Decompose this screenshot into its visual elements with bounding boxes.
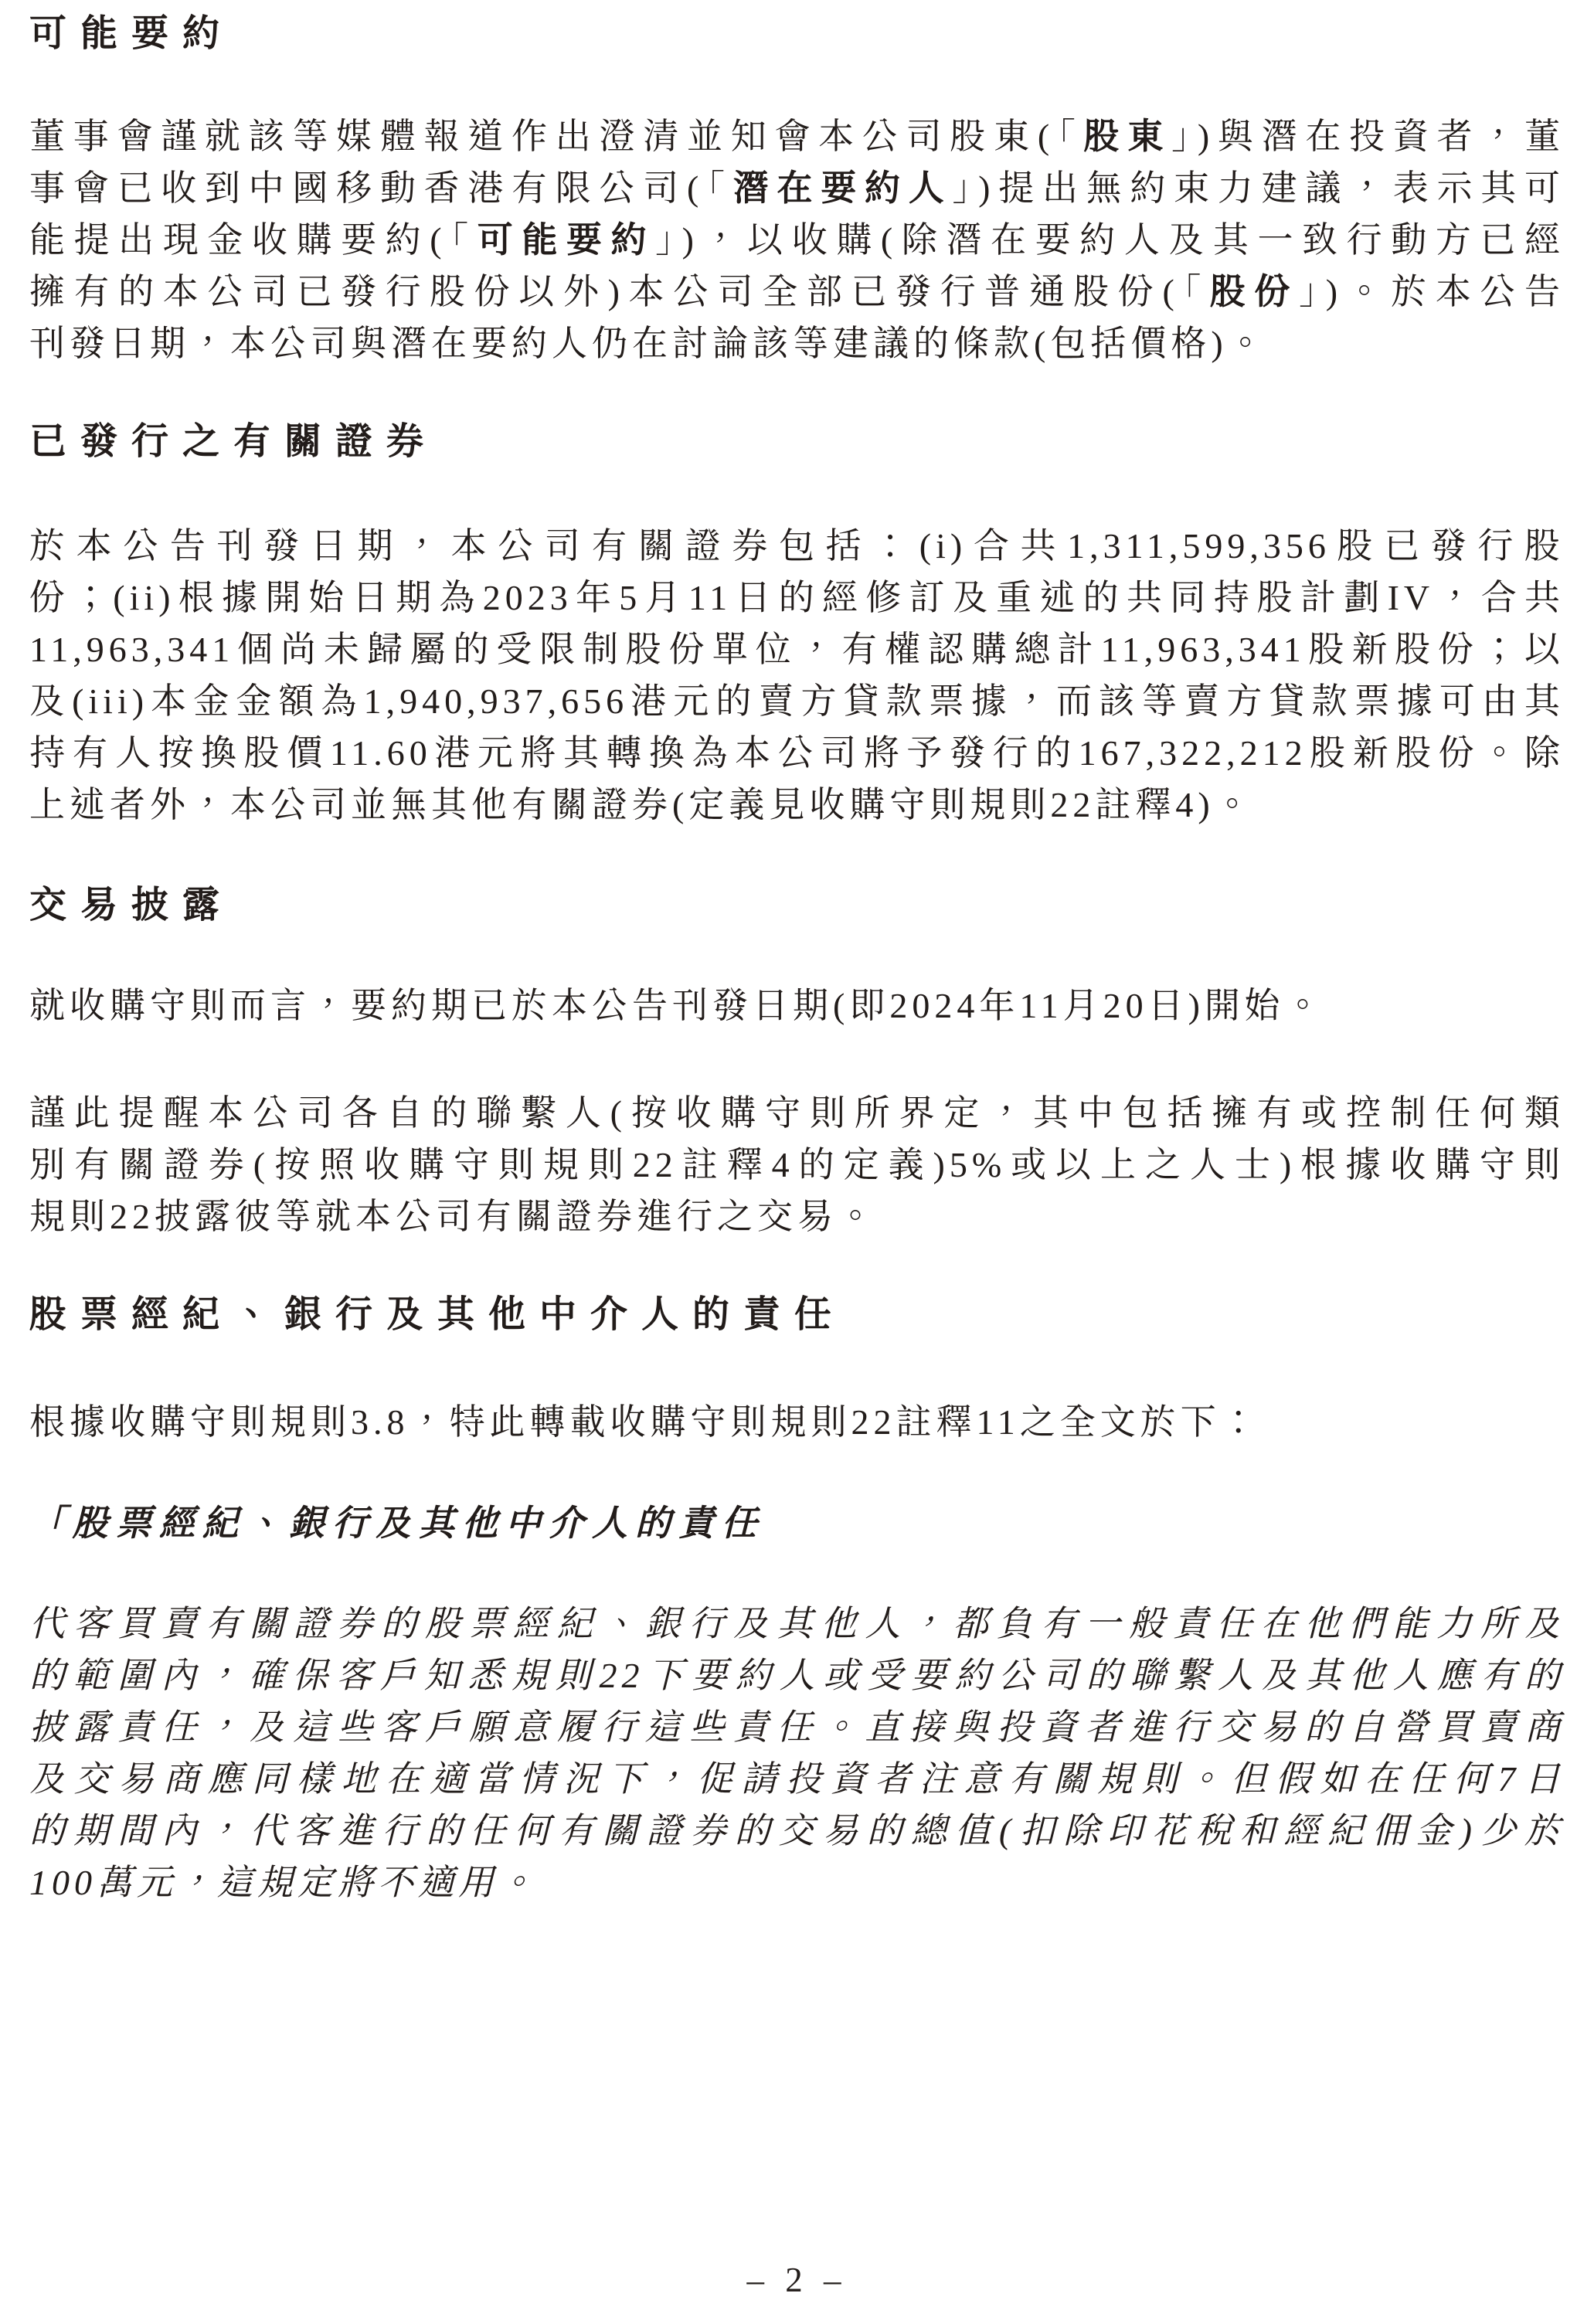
text-line <box>29 1139 1565 1191</box>
text-segment: 謹此提醒本公司各自的聯繫人(按收購守則所界定，其中包括擁有或控制任何類 <box>29 1093 1565 1133</box>
text-segment: 」)，以收購(除潛在要約人及其一致行動方已經 <box>655 220 1565 260</box>
text-line <box>29 727 1565 779</box>
text-segment: 及交易商應同樣地在適當情況下，促請投資者注意有關規則。但假如在任何7日 <box>29 1759 1565 1799</box>
paragraph-offer-period <box>29 980 1565 1031</box>
text-segment: 刊發日期，本公司與潛在要約人仍在討論該等建議的條款(包括價格)。 <box>29 324 1268 363</box>
text-segment: 持有人按換股價11.60港元將其轉換為本公司將予發行的167,322,212股新股份。除 <box>29 733 1565 773</box>
defined-term-bold: 可能要約 <box>477 220 656 260</box>
text-line <box>29 675 1565 727</box>
paragraph-associates-reminder <box>29 1087 1565 1242</box>
section-heading-dealing-disclosures: 交易披露 <box>29 885 234 926</box>
text-segment: 的期間內，代客進行的任何有關證券的交易的總值(扣除印花稅和經紀佣金)少於 <box>29 1811 1565 1850</box>
paragraph-possible-offer <box>29 110 1565 369</box>
section-possible-offer <box>29 8 1565 369</box>
page-number: – 2 – <box>746 2261 848 2299</box>
defined-term-bold: 股東 <box>1083 117 1172 156</box>
text-segment: 董事會謹就該等媒體報道作出澄清並知會本公司股東(「 <box>29 117 1084 156</box>
text-line <box>29 1396 1565 1448</box>
section-heading-intermediaries-responsibility: 股票經紀、銀行及其他中介人的責任 <box>29 1294 846 1335</box>
section-intermediaries-responsibility <box>29 1289 1565 1908</box>
text-line <box>29 1598 1565 1650</box>
text-line <box>29 318 1565 369</box>
text-segment: 代客買賣有關證券的股票經紀、銀行及其他人，都負有一般責任在他們能力所及 <box>29 1604 1565 1643</box>
text-line <box>29 266 1565 318</box>
text-segment: 別有關證券(按照收購守則規則22註釋4的定義)5%或以上之人士)根據收購守則 <box>29 1145 1565 1184</box>
text-segment: 」)。於本公告 <box>1299 272 1565 311</box>
text-line <box>29 110 1565 162</box>
text-segment: 」)提出無約束力建議，表示其可 <box>952 168 1565 208</box>
text-line <box>29 779 1565 831</box>
text-segment: 規則22披露彼等就本公司有關證券進行之交易。 <box>29 1197 878 1236</box>
section-heading-possible-offer: 可能要約 <box>29 13 234 54</box>
text-line <box>29 1087 1565 1139</box>
text-segment: 上述者外，本公司並無其他有關證券(定義見收購守則規則22註釋4)。 <box>29 785 1255 824</box>
paragraph-relevant-securities <box>29 520 1565 831</box>
text-segment: 及(iii)本金金額為1,940,937,656港元的賣方貸款票據，而該等賣方貸款票據可由其 <box>29 681 1565 721</box>
text-segment: 」)與潛在投資者，董 <box>1171 117 1565 156</box>
section-relevant-securities-in-issue <box>29 416 1565 831</box>
text-line <box>29 572 1565 623</box>
section-dealing-disclosures <box>29 879 1565 1242</box>
text-segment: 份；(ii)根據開始日期為2023年5月11日的經修訂及重述的共同持股計劃IV，合共 <box>29 578 1565 617</box>
section-heading-relevant-securities: 已發行之有關證券 <box>29 421 438 462</box>
text-segment: 根據收購守則規則3.8，特此轉載收購守則規則22註釋11之全文於下： <box>29 1402 1261 1442</box>
text-segment: 11,963,341個尚未歸屬的受限制股份單位，有權認購總計11,963,341股新股份；以 <box>29 630 1565 669</box>
text-line <box>29 1701 1565 1753</box>
text-segment: 披露責任，及這些客戶願意履行這些責任。直接與投資者進行交易的自營買賣商 <box>29 1707 1565 1747</box>
quote-heading-intermediaries-responsibility: 「股票經紀、銀行及其他中介人的責任 <box>29 1503 765 1543</box>
defined-term-bold: 股份 <box>1210 272 1300 311</box>
text-segment: 於本公告刊發日期，本公司有關證券包括：(i)合共1,311,599,356股已發行股 <box>29 526 1565 566</box>
text-segment: 事會已收到中國移動香港有限公司(「 <box>29 168 733 208</box>
text-segment: 擁有的本公司已發行股份以外)本公司全部已發行普通股份(「 <box>29 272 1210 311</box>
text-segment: 就收購守則而言，要約期已於本公告刊發日期(即2024年11月20日)開始。 <box>29 986 1325 1025</box>
text-segment: 能提出現金收購要約(「 <box>29 220 478 260</box>
text-segment: 的範圍內，確保客戶知悉規則22下要約人或受要約公司的聯繫人及其他人應有的 <box>29 1656 1565 1695</box>
text-line <box>29 1805 1565 1857</box>
text-line <box>29 162 1565 214</box>
text-line <box>29 1650 1565 1701</box>
quote-paragraph-note-11 <box>29 1598 1565 1908</box>
text-segment: 100萬元，這規定將不適用。 <box>29 1863 539 1902</box>
defined-term-bold: 潛在要約人 <box>732 168 953 208</box>
text-line <box>29 1191 1565 1242</box>
paragraph-rule-3-8 <box>29 1396 1565 1448</box>
text-line <box>29 1857 1565 1908</box>
text-line <box>29 214 1565 266</box>
text-line <box>29 623 1565 675</box>
text-line <box>29 1753 1565 1805</box>
text-line <box>29 520 1565 572</box>
text-line <box>29 980 1565 1031</box>
